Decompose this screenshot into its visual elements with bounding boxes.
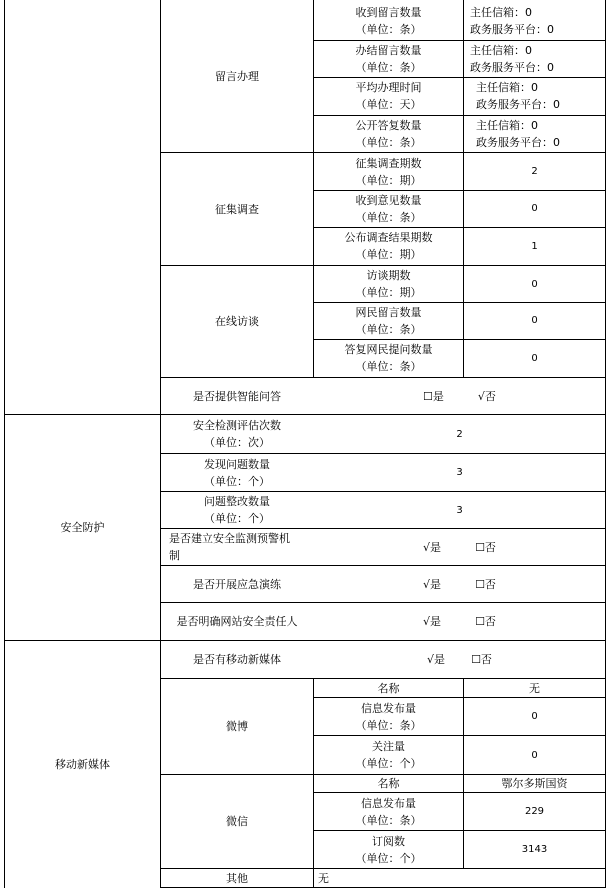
divider: [605, 0, 606, 888]
has-mobile-options: [314, 641, 605, 678]
section-label-security: 安全防护: [60, 521, 105, 534]
security-drill-no-checkbox[interactable]: ☐否: [475, 577, 496, 591]
public-reply-label-cell: 公开答复数量 （单位：条）: [355, 118, 422, 149]
interview-answers-label-cell: 答复网民提问数量 （单位：条）: [344, 343, 433, 373]
security-problems-value: 3: [456, 467, 463, 478]
weibo-followers-label-cell: 关注量 （单位：个）: [355, 740, 422, 770]
wechat-subscribers-label-cell: 订阅数 （单位：个）: [355, 834, 422, 865]
security-fixed-value: 3: [456, 504, 463, 516]
other-value: 无: [318, 871, 329, 885]
interview-periods-value: 0: [531, 278, 538, 290]
wechat-posts-value: 229: [524, 806, 545, 817]
section-label-wechat: 微信: [226, 815, 248, 828]
public-reply-value-cell: 主任信箱：0 政务服务平台：0: [476, 118, 560, 149]
received-value-cell: 主任信箱：0 政务服务平台：0: [470, 6, 554, 36]
security-warning-options: [314, 529, 605, 565]
wechat-name-value: 鄂尔多斯国资: [501, 777, 568, 790]
security-responsible-options: [314, 603, 605, 640]
interview-messages-label-cell: 网民留言数量 （单位：条）: [355, 305, 422, 336]
received-label-cell: 收到留言数量 （单位：条）: [355, 6, 422, 36]
security-tests-value: 2: [456, 428, 463, 440]
smart-qa-no-checkbox[interactable]: √否: [477, 389, 496, 403]
weibo-name-value: 无: [529, 681, 540, 695]
security-drill-yes-checkbox[interactable]: √是: [423, 577, 442, 591]
section-label-message-handling: 留言办理: [215, 69, 259, 83]
section-label-interview: 在线访谈: [215, 315, 259, 328]
security-warning-yes-checkbox[interactable]: √是: [423, 540, 442, 554]
survey-opinions-label-cell: 收到意见数量 （单位：条）: [355, 193, 422, 224]
weibo-name-label: 名称: [377, 681, 400, 695]
has-mobile-no-checkbox[interactable]: ☐否: [471, 653, 492, 666]
completed-value-cell: 主任信箱：0 政务服务平台：0: [470, 43, 554, 74]
survey-results-label-cell: 公布调查结果期数 （单位：期）: [344, 231, 433, 261]
interview-answers-value: 0: [531, 352, 538, 364]
has-mobile-label: 是否有移动新媒体: [193, 653, 281, 666]
interview-periods-label-cell: 访谈期数 （单位：期）: [355, 269, 422, 299]
security-fixed-label-cell: 问题整改数量 （单位：个）: [204, 495, 270, 525]
security-drill-options: [314, 566, 605, 602]
avg-time-value-cell: 主任信箱：0 政务服务平台：0: [476, 81, 560, 111]
wechat-subscribers-value: 3143: [521, 844, 548, 855]
security-warning-no-checkbox[interactable]: ☐否: [475, 540, 496, 554]
weibo-posts-value: 0: [531, 711, 538, 722]
security-drill-label: 是否开展应急演练: [193, 577, 281, 591]
survey-periods-label-cell: 征集调查期数 （单位：期）: [355, 156, 422, 187]
weibo-posts-label-cell: 信息发布量 （单位：条）: [355, 701, 422, 732]
has-mobile-yes-checkbox[interactable]: √是: [427, 653, 446, 666]
smart-qa-label: 是否提供智能问答: [193, 389, 281, 403]
wechat-posts-label-cell: 信息发布量 （单位：条）: [355, 796, 422, 827]
weibo-followers-value: 0: [531, 749, 538, 761]
divider: [160, 887, 606, 888]
survey-opinions-value: 0: [531, 203, 538, 214]
smart-qa-options: [314, 378, 605, 414]
completed-label-cell: 办结留言数量 （单位：条）: [355, 43, 422, 74]
section-label-mobile: 移动新媒体: [55, 758, 110, 771]
survey-periods-value: 2: [531, 166, 538, 177]
security-responsible-label: 是否明确网站安全责任人: [176, 615, 298, 628]
security-problems-label-cell: 发现问题数量 （单位：个）: [204, 457, 270, 488]
interview-messages-value: 0: [531, 315, 538, 326]
security-responsible-no-checkbox[interactable]: ☐否: [475, 615, 496, 628]
section-label-weibo: 微博: [226, 720, 248, 733]
security-warning-label-cell: 是否建立安全监测预警机 制: [169, 532, 290, 562]
smart-qa-yes-checkbox[interactable]: ☐是: [423, 389, 444, 403]
security-responsible-yes-checkbox[interactable]: √是: [423, 615, 442, 628]
wechat-name-label: 名称: [377, 777, 400, 790]
section-label-survey: 征集调查: [215, 202, 259, 216]
avg-time-label-cell: 平均办理时间 （单位：天）: [355, 81, 422, 111]
security-tests-label-cell: 安全检测评估次数 （单位：次）: [193, 419, 281, 449]
other-label: 其他: [226, 871, 248, 885]
survey-results-value: 1: [531, 240, 538, 252]
